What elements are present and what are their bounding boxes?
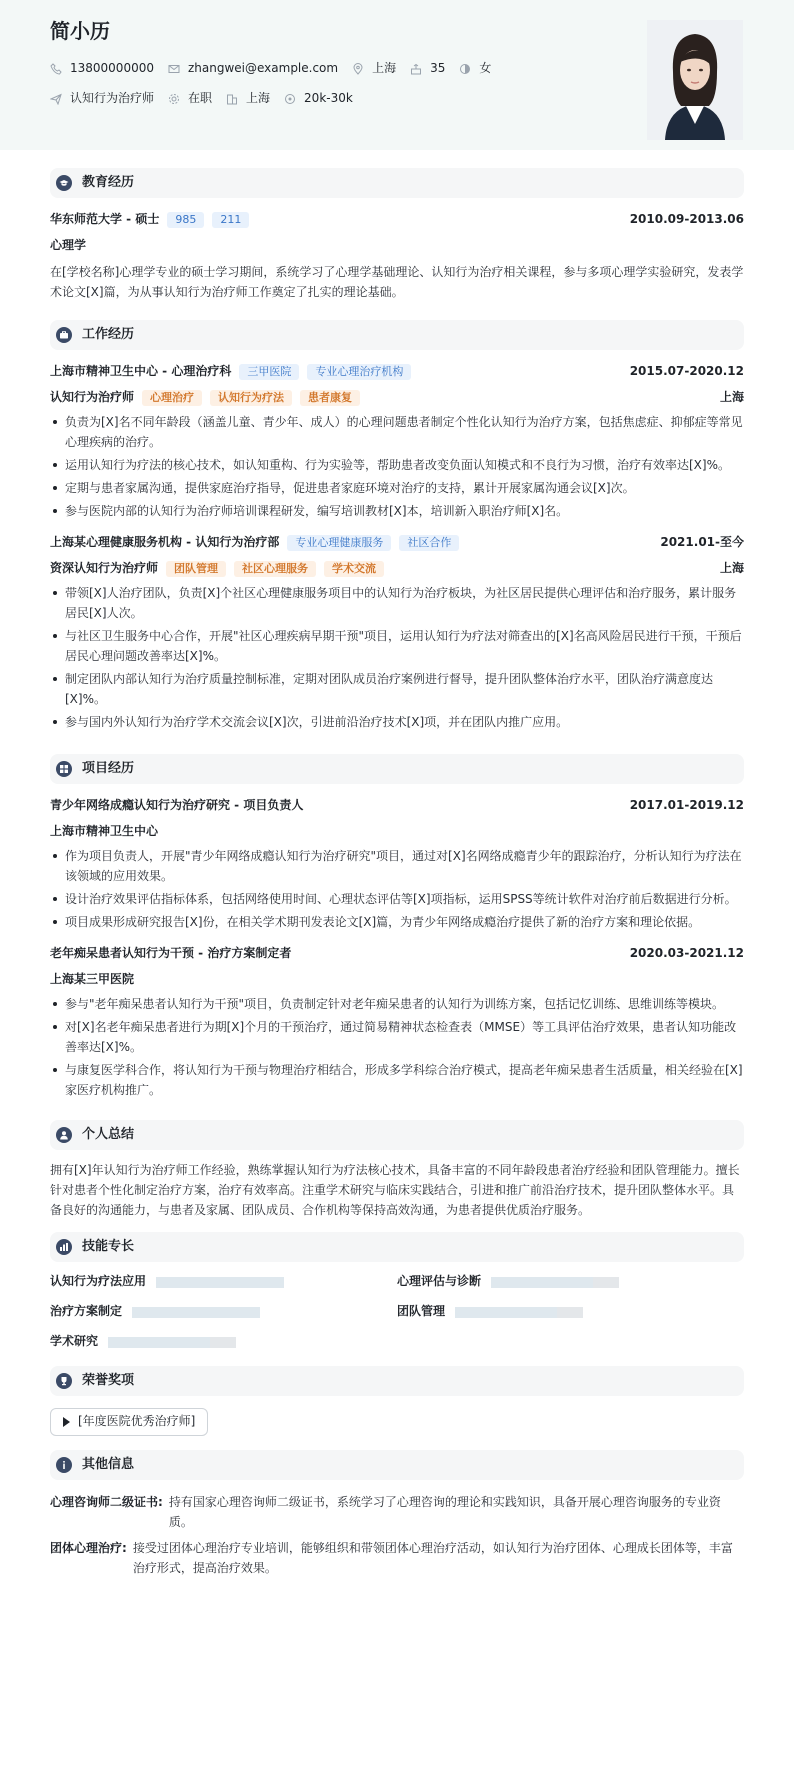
list-item: 对[X]名老年痴呆患者进行为期[X]个月的干预治疗，通过简易精神状态检查表（MMSE）等工具评估治疗效果，患者认知功能改善率达[X]%。: [50, 1017, 744, 1057]
salary-item: [284, 89, 353, 108]
project-date: 2017.01-2019.12: [629, 798, 744, 813]
list-item: 参与国内外认知行为治疗学术交流会议[X]次，引进前沿治疗技术[X]项，并在团队内推广应用。: [50, 712, 744, 732]
project-entry: [50, 944, 744, 1100]
project-org: 上海市精神卫生中心: [50, 824, 159, 839]
status-icon: [168, 93, 180, 105]
location-icon: [352, 63, 364, 75]
candidate-name: 简小历: [50, 19, 110, 43]
list-item: 参与医院内部的认知行为治疗师培训课程研发，编写培训教材[X]本，培训新入职治疗师[X]名。: [50, 501, 744, 521]
salary-icon: [284, 93, 296, 105]
phone-item: [50, 59, 154, 78]
profile-photo: [647, 20, 743, 140]
status-item: [168, 89, 212, 108]
project-section-header: [50, 754, 744, 784]
role-tag: 患者康复: [300, 390, 360, 406]
company-tag: 社区合作: [399, 535, 459, 551]
info-icon: [56, 1457, 72, 1473]
list-item: 带领[X]人治疗团队，负责[X]个社区心理健康服务项目中的认知行为治疗板块，为社区居民提供心理评估和治疗服务，累计服务居民[X]人次。: [50, 583, 744, 623]
list-item: 与社区卫生服务中心合作，开展"社区心理疾病早期干预"项目，运用认知行为疗法对筛查出的[X]名高风险居民进行干预，干预后居民心理问题改善率达[X]%。: [50, 626, 744, 666]
company-name: 上海市精神卫生中心 - 心理治疗科: [50, 364, 232, 379]
project-date: 2020.03-2021.12: [629, 946, 744, 961]
education-description: 在[学校名称]心理学专业的硕士学习期间，系统学习了心理学基础理论、认知行为治疗相关课程，参与多项心理学实验研究，发表学术论文[X]篇，为从事认知行为治疗师工作奠定了扎实的理论基础。: [50, 265, 744, 299]
project-org-row: [50, 822, 744, 842]
work-section-header: [50, 320, 744, 350]
intention-row: [50, 90, 744, 108]
work-entry-left: [50, 533, 459, 552]
resume-content: [0, 168, 794, 1578]
skill-item: [50, 1272, 397, 1292]
education-entry-head: [50, 210, 744, 230]
role-line: [50, 388, 360, 407]
status-text: 在职: [188, 91, 213, 106]
education-section-header: [50, 168, 744, 198]
company-name: 上海某心理健康服务机构 - 认知行为治疗部: [50, 535, 280, 550]
gender-icon: [459, 63, 471, 75]
phone-icon: [50, 63, 62, 75]
city-item: [352, 59, 396, 78]
list-item: 运用认知行为疗法的核心技术，如认知重构、行为实验等，帮助患者改变负面认知模式和不良行为习惯，治疗有效率达[X]%。: [50, 455, 744, 475]
role-tag: 认知行为疗法: [210, 390, 292, 406]
summary-text: 拥有[X]年认知行为治疗师工作经验，熟练掌握认知行为疗法核心技术，具备丰富的不同年龄段患者治疗经验和团队管理能力。擅长针对患者个性化制定治疗方案，治疗有效率高。注重学术研究与临床实践结合，引进和推广前沿治疗技术，提升团队整体水平。具备良好的沟通能力，与患者及家属、团队成员、合作机构等保持高效沟通，为患者提供优质治疗服务。: [50, 1163, 740, 1217]
education-entry-left: [50, 210, 249, 229]
summary-section-header: [50, 1120, 744, 1150]
email-text: zhangwei@example.com: [187, 61, 339, 76]
role-tag: 心理治疗: [142, 390, 202, 406]
project-entry: [50, 796, 744, 932]
job-target-item: [50, 89, 154, 108]
role-name: 资深认知行为治疗师: [50, 561, 159, 576]
resume-header: [0, 0, 794, 150]
work-entry-head: [50, 362, 744, 382]
gender-text: 女: [479, 61, 492, 76]
project-entry-head: [50, 944, 744, 964]
skills-section-header: [50, 1232, 744, 1262]
building-icon: [226, 93, 238, 105]
other-item: [50, 1538, 744, 1578]
skill-item: [397, 1272, 744, 1292]
project-bullets: [50, 846, 744, 932]
education-date: 2010.09-2013.06: [629, 212, 744, 227]
skill-name: 心理评估与诊断: [397, 1274, 482, 1289]
age-text: 35: [430, 61, 446, 76]
work-date: 2015.07-2020.12: [629, 364, 744, 379]
email-item: [168, 59, 338, 78]
list-item: 制定团队内部认知行为治疗质量控制标准，定期对团队成员治疗案例进行督导，提升团队整体治疗水平，团队治疗满意度达[X]%。: [50, 669, 744, 709]
project-name: 青少年网络成瘾认知行为治疗研究 - 项目负责人: [50, 798, 304, 813]
skill-level-fill: [108, 1337, 210, 1348]
work-bullets: [50, 583, 744, 732]
user-icon: [56, 1127, 72, 1143]
grid-icon: [56, 761, 72, 777]
role-line: [50, 559, 384, 578]
major-name: 心理学: [50, 238, 87, 253]
other-item: [50, 1492, 744, 1532]
list-item: 定期与患者家属沟通，提供家庭治疗指导，促进患者家庭环境对治疗的支持，累计开展家属沟通会议[X]次。: [50, 478, 744, 498]
award-text: [年度医院优秀治疗师]: [78, 1414, 196, 1429]
project-section-title: 项目经历: [82, 760, 135, 776]
mail-icon: [168, 63, 180, 75]
work-date: 2021.01-至今: [660, 535, 744, 550]
project-entry-head: [50, 796, 744, 816]
skill-level-fill: [156, 1277, 284, 1288]
role-tag: 团队管理: [166, 561, 226, 577]
skill-level-bar: [455, 1307, 583, 1318]
skill-name: 学术研究: [50, 1334, 99, 1349]
skill-level-bar: [491, 1277, 619, 1288]
award-item[interactable]: [50, 1408, 208, 1436]
school-tag: 985: [167, 212, 204, 228]
skill-level-bar: [156, 1277, 284, 1288]
education-section-title: 教育经历: [82, 174, 135, 190]
work-location: 上海: [719, 390, 744, 405]
skills-grid: [50, 1272, 744, 1352]
gender-item: [459, 59, 491, 78]
work-role-row: [50, 388, 744, 408]
work-entry-left: [50, 362, 411, 381]
school-name: 华东师范大学 - 硕士: [50, 212, 160, 227]
city-text: 上海: [372, 61, 397, 76]
age-item: [410, 59, 445, 78]
job-target-text: 认知行为治疗师: [70, 91, 155, 106]
skill-level-fill: [491, 1277, 593, 1288]
work-entry: [50, 533, 744, 732]
list-item: 负责为[X]名不同年龄段（涵盖儿童、青少年、成人）的心理问题患者制定个性化认知行为治疗方案，包括焦虑症、抑郁症等常见心理疾病的治疗。: [50, 412, 744, 452]
graduation-cap-icon: [56, 175, 72, 191]
project-org: 上海某三甲医院: [50, 972, 135, 987]
summary-section-title: 个人总结: [82, 1126, 135, 1142]
list-item: 参与"老年痴呆患者认知行为干预"项目，负责制定针对老年痴呆患者的认知行为训练方案，包括记忆训练、思维训练等模块。: [50, 994, 744, 1014]
education-entry: [50, 210, 744, 302]
skill-item: [397, 1302, 744, 1322]
role-tag: 社区心理服务: [234, 561, 316, 577]
other-label: 团体心理治疗:: [50, 1541, 127, 1555]
phone-text: 13800000000: [70, 61, 154, 76]
role-name: 认知行为治疗师: [50, 390, 135, 405]
school-tag: 211: [212, 212, 249, 228]
send-icon: [50, 93, 62, 105]
awards-section-header: [50, 1366, 744, 1396]
other-text: 持有国家心理咨询师二级证书，系统学习了心理咨询的理论和实践知识，具备开展心理咨询服务的专业资质。: [168, 1495, 721, 1529]
contact-row: [50, 60, 744, 78]
skill-level-fill: [132, 1307, 260, 1318]
briefcase-icon: [56, 327, 72, 343]
list-item: 项目成果形成研究报告[X]份，在相关学术期刊发表论文[X]篇，为青少年网络成瘾治疗提供了新的治疗方案和理论依据。: [50, 912, 744, 932]
work-entry: [50, 362, 744, 521]
bar-chart-icon: [56, 1239, 72, 1255]
company-tag: 三甲医院: [239, 364, 299, 380]
age-icon: [410, 63, 422, 75]
project-org-row: [50, 970, 744, 990]
target-city-text: 上海: [246, 91, 271, 106]
awards-section-title: 荣誉奖项: [82, 1372, 135, 1388]
skill-item: [50, 1332, 397, 1352]
other-section-title: 其他信息: [82, 1456, 135, 1472]
salary-text: 20k-30k: [304, 91, 353, 106]
other-section-header: [50, 1450, 744, 1480]
skills-section-title: 技能专长: [82, 1238, 135, 1254]
skill-level-fill: [455, 1307, 557, 1318]
skill-level-bar: [132, 1307, 260, 1318]
list-item: 设计治疗效果评估指标体系，包括网络使用时间、心理状态评估等[X]项指标，运用SPSS等统计软件对治疗前后数据进行分析。: [50, 889, 744, 909]
work-role-row: [50, 559, 744, 579]
project-name: 老年痴呆患者认知行为干预 - 治疗方案制定者: [50, 946, 292, 961]
other-label: 心理咨询师二级证书:: [50, 1495, 163, 1509]
skill-level-bar: [108, 1337, 236, 1348]
education-major-row: [50, 236, 744, 256]
skill-name: 团队管理: [397, 1304, 446, 1319]
skill-name: 治疗方案制定: [50, 1304, 123, 1319]
work-entry-head: [50, 533, 744, 553]
target-city-item: [226, 89, 270, 108]
skill-name: 认知行为疗法应用: [50, 1274, 147, 1289]
role-tag: 学术交流: [324, 561, 384, 577]
company-tag: 专业心理治疗机构: [307, 364, 411, 380]
trophy-icon: [56, 1373, 72, 1389]
expand-triangle-icon: [63, 1417, 70, 1427]
company-tag: 专业心理健康服务: [287, 535, 391, 551]
work-section-title: 工作经历: [82, 326, 135, 342]
list-item: 与康复医学科合作，将认知行为干预与物理治疗相结合，形成多学科综合治疗模式，提高老年痴呆患者生活质量，相关经验在[X]家医疗机构推广。: [50, 1060, 744, 1100]
project-bullets: [50, 994, 744, 1100]
work-bullets: [50, 412, 744, 521]
list-item: 作为项目负责人，开展"青少年网络成瘾认知行为治疗研究"项目，通过对[X]名网络成瘾青少年的跟踪治疗，分析认知行为疗法在该领域的应用效果。: [50, 846, 744, 886]
work-location: 上海: [719, 561, 744, 576]
other-text: 接受过团体心理治疗专业培训，能够组织和带领团体心理治疗活动，如认知行为治疗团体、心理成长团体等，丰富治疗形式，提高治疗效果。: [132, 1541, 733, 1575]
skill-item: [50, 1302, 397, 1322]
